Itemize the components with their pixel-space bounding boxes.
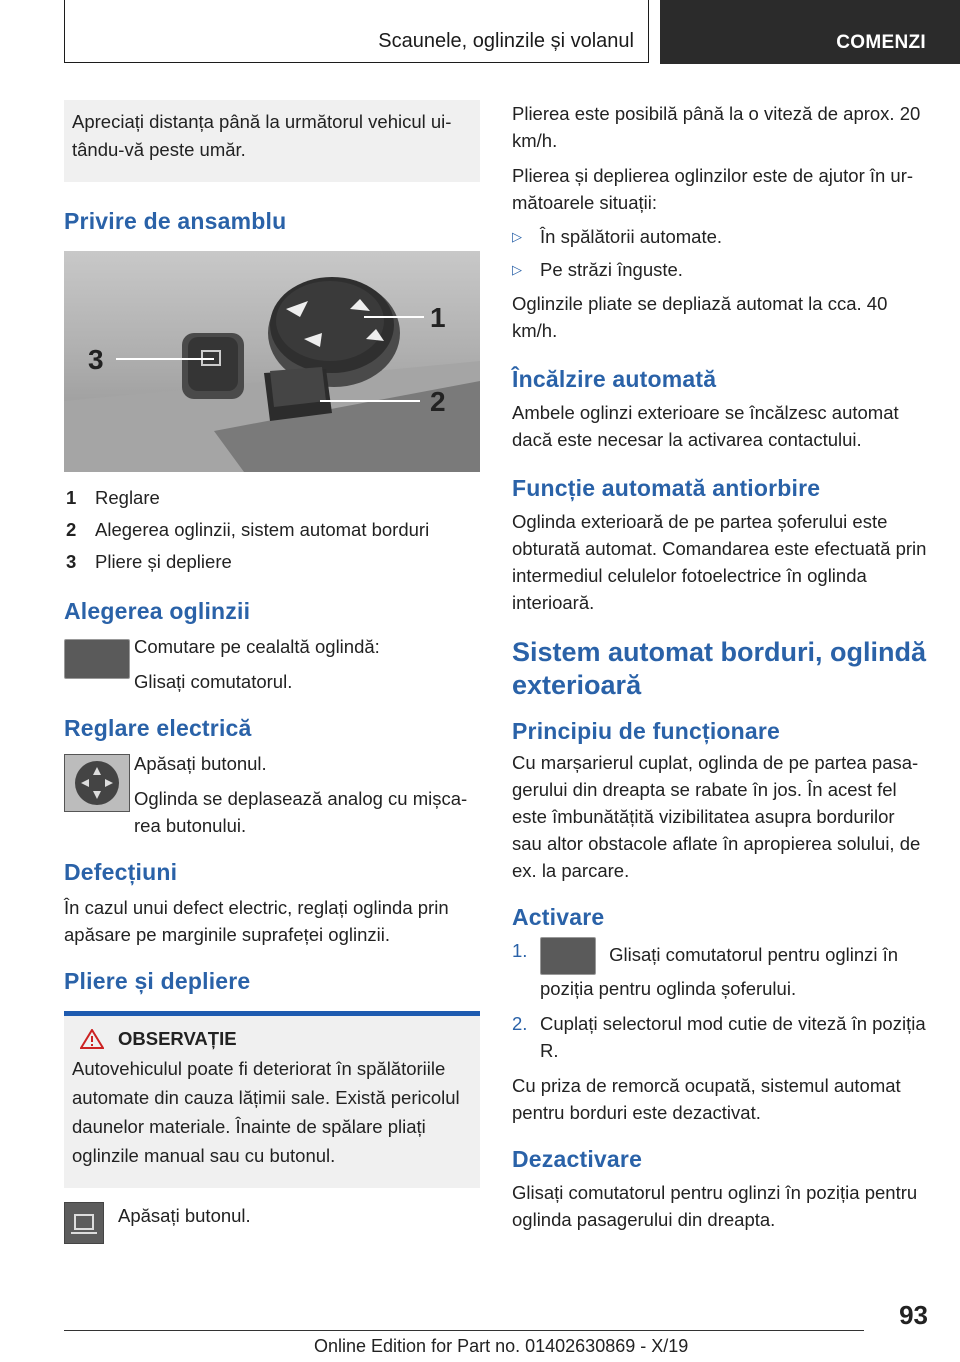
warning-header	[80, 1028, 472, 1050]
legend-num: 2	[66, 519, 77, 540]
list-item	[512, 220, 928, 253]
heating-text: Ambele oglinzi exterioare se încălzesc automat dacă este necesar la activarea contactului.	[512, 402, 899, 450]
select-mirror-line2: Glisați comutatorul.	[134, 671, 293, 692]
legend-text: Reglare	[95, 487, 160, 508]
note-box	[64, 100, 480, 182]
faults-heading: Defecțiuni	[64, 859, 178, 885]
fold-situations-text: Plierea și deplierea oglinzilor este de ajutor în următoarele situații:	[512, 165, 914, 213]
fold-heading: Pliere și depliere	[64, 968, 251, 994]
electric-adjust-line1: Apăsați butonul.	[134, 753, 267, 774]
step-item	[512, 937, 928, 1002]
warning-title: OBSERVAȚIE	[118, 1028, 237, 1049]
figure-label-2: 2	[430, 386, 446, 417]
figure-label-3: 3	[88, 344, 104, 375]
mirror-switch-icon	[64, 639, 130, 679]
auto-unfold-text: Oglinzile pliate se depliază automat la cca. 40 km/h.	[512, 293, 888, 341]
mirror-control-photo	[64, 251, 480, 472]
situations-list	[512, 220, 928, 286]
curb-system-heading: Sistem automat borduri, oglindă exterioară	[512, 637, 927, 700]
electric-adjust-line2: Oglinda se deplasează analog cu mișcarea butonului.	[134, 788, 468, 836]
page-number: 93	[899, 1300, 928, 1330]
step-number: 1.	[512, 940, 528, 961]
electric-adjust-row	[64, 750, 480, 839]
legend-item	[64, 482, 480, 514]
antiglare-heading: Funcție automată antiorbire	[512, 475, 821, 501]
edition-text: Online Edition for Part no. 01402630869 - X/19	[314, 1336, 689, 1356]
header-chapter-box	[660, 0, 960, 64]
figure-label-1: 1	[430, 302, 446, 333]
bullet-icon: ▷	[512, 262, 522, 277]
left-column	[64, 100, 480, 1244]
adjust-button-icon	[64, 754, 130, 812]
legend-item	[64, 514, 480, 546]
heating-heading: Încălzire automată	[512, 366, 717, 392]
principle-text: Cu marșarierul cuplat, oglinda de pe partea pasagerului din dreapta se rabate în jos. În acest fel este îmbunătățită vizibilitatea asupra bordurilor sau altor obstacole aflate în apropierea solului, de ex. la parcare.	[512, 752, 921, 881]
fold-button-icon	[64, 1202, 104, 1244]
fold-speed-text: Plierea este posibilă până la o viteză de aprox. 20 km/h.	[512, 103, 921, 151]
page-header	[64, 0, 960, 64]
step-item	[512, 1010, 928, 1064]
header-title-box	[64, 0, 649, 63]
warning-text: Autovehiculul poate fi deteriorat în spălătoriile automate din cauza lățimii sale. Există pericolul daunelor materiale. Înainte de spălare pliați oglinzile manual sau cu butonul.	[72, 1058, 460, 1166]
activation-steps	[512, 937, 928, 1064]
select-mirror-heading: Alegerea oglinzii	[64, 598, 251, 624]
footer-rule	[64, 1330, 864, 1331]
list-item-text: În spălătorii automate.	[540, 226, 723, 247]
deactivation-text: Glisați comutatorul pentru oglinzi în poziția pentru oglinda pasagerului din dreapta.	[512, 1182, 918, 1230]
select-mirror-line1: Comutare pe cealaltă oglindă:	[134, 636, 380, 657]
step-number: 2.	[512, 1013, 528, 1034]
legend-text: Alegerea oglinzii, sistem automat borduri	[95, 519, 430, 540]
warning-triangle-icon	[80, 1029, 104, 1049]
trailer-text: Cu priza de remorcă ocupată, sistemul automat pentru borduri este dezactivat.	[512, 1075, 901, 1123]
figure-legend	[64, 482, 480, 578]
bullet-icon: ▷	[512, 229, 522, 244]
legend-text: Pliere și depliere	[95, 551, 232, 572]
fold-button-row	[64, 1202, 480, 1244]
overview-heading: Privire de ansamblu	[64, 208, 287, 234]
mirror-switch-icon	[540, 937, 596, 975]
electric-adjust-heading: Reglare electrică	[64, 715, 252, 741]
legend-num: 3	[66, 551, 77, 572]
step-text: Cuplați selectorul mod cutie de viteză în poziția R.	[540, 1013, 926, 1061]
activation-heading: Activare	[512, 904, 605, 930]
legend-item	[64, 546, 480, 578]
faults-text: În cazul unui defect electric, reglați oglinda prin apăsare pe marginile suprafeței oglinzii.	[64, 897, 449, 945]
list-item	[512, 253, 928, 286]
step-text: Glisați comutatorul pentru oglinzi în poziția pentru oglinda șoferului.	[540, 943, 899, 999]
note-text: Apreciați distanța până la următorul vehicul uitându-vă peste umăr.	[72, 111, 452, 160]
list-item-text: Pe străzi înguste.	[540, 259, 683, 280]
fold-button-line: Apăsați butonul.	[118, 1205, 251, 1226]
header-title: Scaunele, oglinzile și volanul	[378, 30, 634, 52]
mirror-control-illustration	[64, 251, 480, 472]
deactivation-heading: Dezactivare	[512, 1146, 643, 1172]
antiglare-text: Oglinda exterioară de pe partea șoferului este obturată automat. Comandarea este efectuată prin intermediul celulelor fotoelectrice în oglinda interioară.	[512, 511, 927, 613]
right-column	[512, 100, 928, 1233]
principle-heading: Principiu de funcționare	[512, 718, 781, 744]
warning-box	[64, 1011, 480, 1188]
legend-num: 1	[66, 487, 77, 508]
select-mirror-row	[64, 633, 480, 695]
header-chapter: COMENZI	[836, 32, 926, 53]
